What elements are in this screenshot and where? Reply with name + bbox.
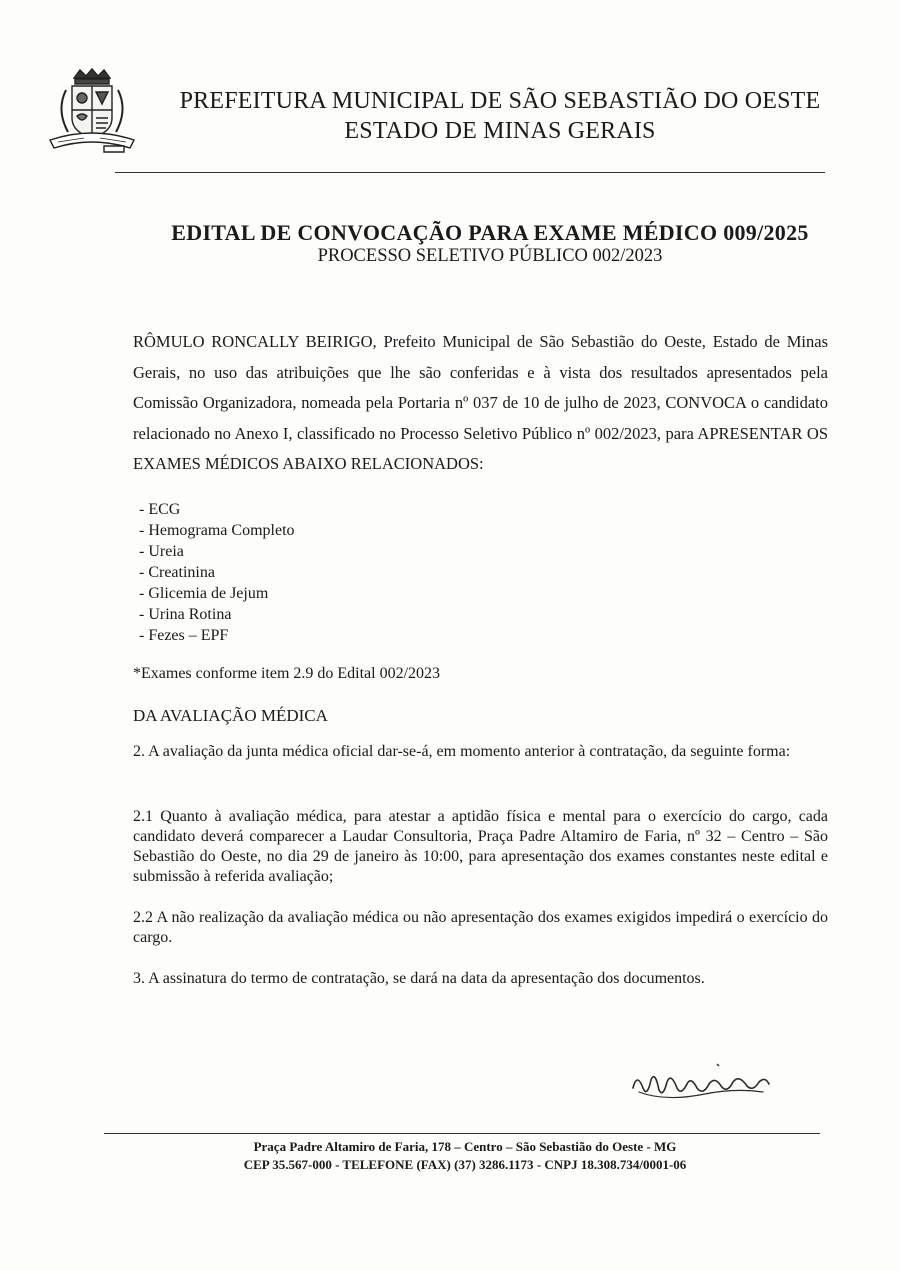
footer-address: Praça Padre Altamiro de Faria, 178 – Centro – São Sebastião do Oeste - MG <box>253 1139 677 1154</box>
document-title: EDITAL DE CONVOCAÇÃO PARA EXAME MÉDICO 009/2025 <box>171 220 809 245</box>
exam-list <box>139 499 295 646</box>
header-line-1: PREFEITURA MUNICIPAL DE SÃO SEBASTIÃO DO OESTE <box>179 88 821 114</box>
exam-item: - Urina Rotina <box>139 606 232 623</box>
footer-contact: CEP 35.567-000 - TELEFONE (FAX) (37) 3286.1173 - CNPJ 18.308.734/0001-06 <box>243 1157 687 1172</box>
signature-icon <box>625 1058 775 1108</box>
exam-item: - Ureia <box>139 543 184 560</box>
paragraph-2-2: 2.2 A não realização da avaliação médica ou não apresentação dos exames exigidos impedirá o exercício do cargo. <box>133 909 828 946</box>
intro-paragraph: RÔMULO RONCALLY BEIRIGO, Prefeito Municipal de São Sebastião do Oeste, Estado de Minas Gerais, no uso das atribuições que lhe são conferidas e à vista dos resultados apresentados pela Comissão Organizadora, nomeada pela Portaria nº 037 de 10 de julho de 2023, CONVOCA o candidato relacionado no Anexo I, classificado no Processo Seletivo Público nº 002/2023, para APRESENTAR OS EXAMES MÉDICOS ABAIXO RELACIONADOS: <box>133 332 828 473</box>
exam-item: - Glicemia de Jejum <box>139 585 269 602</box>
paragraph-2: 2. A avaliação da junta médica oficial dar-se-á, em momento anterior à contratação, da seguinte forma: <box>133 743 791 760</box>
footer-divider <box>104 1133 820 1134</box>
exam-item: - Creatinina <box>139 564 215 581</box>
coat-of-arms-icon <box>44 66 140 154</box>
exam-item: - Fezes – EPF <box>139 627 229 644</box>
exam-item: - Hemograma Completo <box>139 522 295 539</box>
document-subtitle: PROCESSO SELETIVO PÚBLICO 002/2023 <box>317 246 663 266</box>
header-line-2: ESTADO DE MINAS GERAIS <box>344 118 656 144</box>
paragraph-2-1: 2.1 Quanto à avaliação médica, para atestar a aptidão física e mental para o exercício do cargo, cada candidato deverá comparecer a Laudar Consultoria, Praça Padre Altamiro de Faria, nº 32 – Centro – São Sebastião do Oeste, no dia 29 de janeiro às 10:00, para apresentação dos exames constantes neste edital e submissão à referida avaliação; <box>133 808 828 885</box>
section-title: DA AVALIAÇÃO MÉDICA <box>133 706 328 725</box>
header-divider <box>115 172 825 173</box>
paragraph-3: 3. A assinatura do termo de contratação, se dará na data da apresentação dos documentos. <box>133 970 705 987</box>
exam-item: - ECG <box>139 501 181 518</box>
exam-note: *Exames conforme item 2.9 do Edital 002/2023 <box>133 665 441 682</box>
